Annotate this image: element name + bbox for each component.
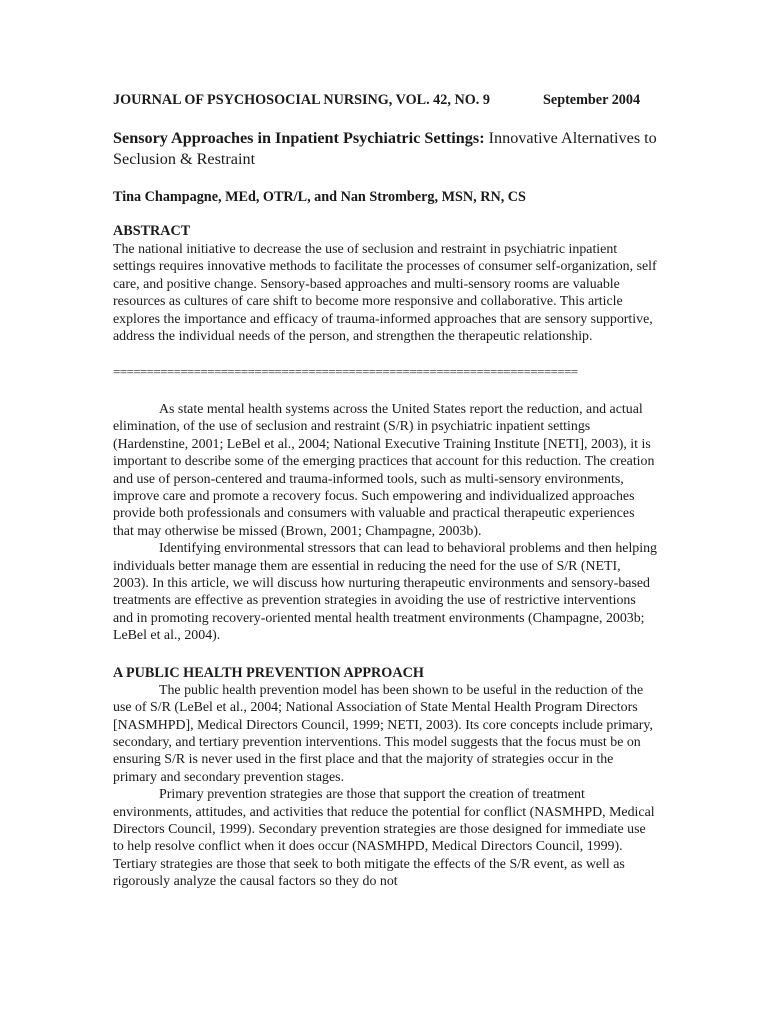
- publication-date: September 2004: [543, 92, 641, 108]
- journal-header: [113, 92, 658, 109]
- author-line: Tina Champagne, MEd, OTR/L, and Nan Stromberg, MSN, RN, CS: [113, 189, 526, 205]
- abstract-heading: ABSTRACT: [113, 223, 191, 239]
- body-paragraph-1: As state mental health systems across the United States report the reduction, and actual elimination, of the use of seclusion and restraint (S/R) in psychiatric inpatient settings (Hardenstine, 2001; LeBel et al., 2004; National Executive Training Institute [NETI], 2003), it is important to describe some of the emerging practices that account for this reduction. The creation and use of person-centered and trauma-informed tools, such as multi-sensory environments, improve care and promote a recovery focus. Such empowering and individualized approaches provide both professionals and consumers with valuable and practical therapeutic experiences that may otherwise be missed (Brown, 2001; Champagne, 2003b).: [113, 402, 655, 539]
- body-paragraph-4: Primary prevention strategies are those that support the creation of treatment environments, attitudes, and activities that reduce the potential for conflict (NASMHPD, Medical Directors Council, 1999). Secondary prevention strategies are those designed for immediate use to help resolve conflict when it does occur (NASMHPD, Medical Directors Council, 1999). Tertiary strategies are those that seek to both mitigate the effects of the S/R event, as well as rigorously analyze the causal factors so they do not: [113, 787, 655, 890]
- body-paragraph-2: Identifying environmental stressors that can lead to behavioral problems and then helping individuals better manage them are essential in reducing the need for the use of S/R (NETI, 2003). In this article, we will discuss how nurturing therapeutic environments and sensory-based treatments are effective as prevention strategies in avoiding the use of restrictive interventions and in promoting recovery-oriented mental health treatment environments (Champagne, 2003b; LeBel et al., 2004).: [113, 541, 657, 644]
- article-title: [113, 128, 658, 170]
- article-body: [113, 401, 658, 891]
- journal-citation: JOURNAL OF PSYCHOSOCIAL NURSING, VOL. 42, NO. 9: [113, 92, 490, 108]
- section-heading: A PUBLIC HEALTH PREVENTION APPROACH: [113, 664, 424, 681]
- article-title-subtitle: Innovative Alternatives to Seclusion & Restraint: [113, 129, 657, 168]
- body-paragraph-3: The public health prevention model has been shown to be useful in the reduction of the use of S/R (LeBel et al., 2004; National Association of State Mental Health Program Directors [NASMHPD], Medical Directors Council, 1999; NETI, 2003). Its core concepts include primary, secondary, and tertiary prevention interventions. This model suggests that the focus must be on ensuring S/R is never used in the first place and that the majority of strategies occur in the primary and secondary prevention stages.: [113, 682, 653, 785]
- abstract-text: The national initiative to decrease the use of seclusion and restraint in psychiatric inpatient settings requires innovative methods to facilitate the processes of consumer self-organization, self care, and positive change. Sensory-based approaches and multi-sensory rooms are valuable resources as cultures of care shift to become more responsive and collaborative. This article explores the importance and efficacy of trauma-informed approaches that are sensory supportive, address the individual needs of the person, and strengthen the therapeutic relationship.: [113, 242, 657, 345]
- article-title-main: Sensory Approaches in Inpatient Psychiatric Settings:: [113, 129, 485, 147]
- section-divider: =====================================================================: [113, 366, 578, 378]
